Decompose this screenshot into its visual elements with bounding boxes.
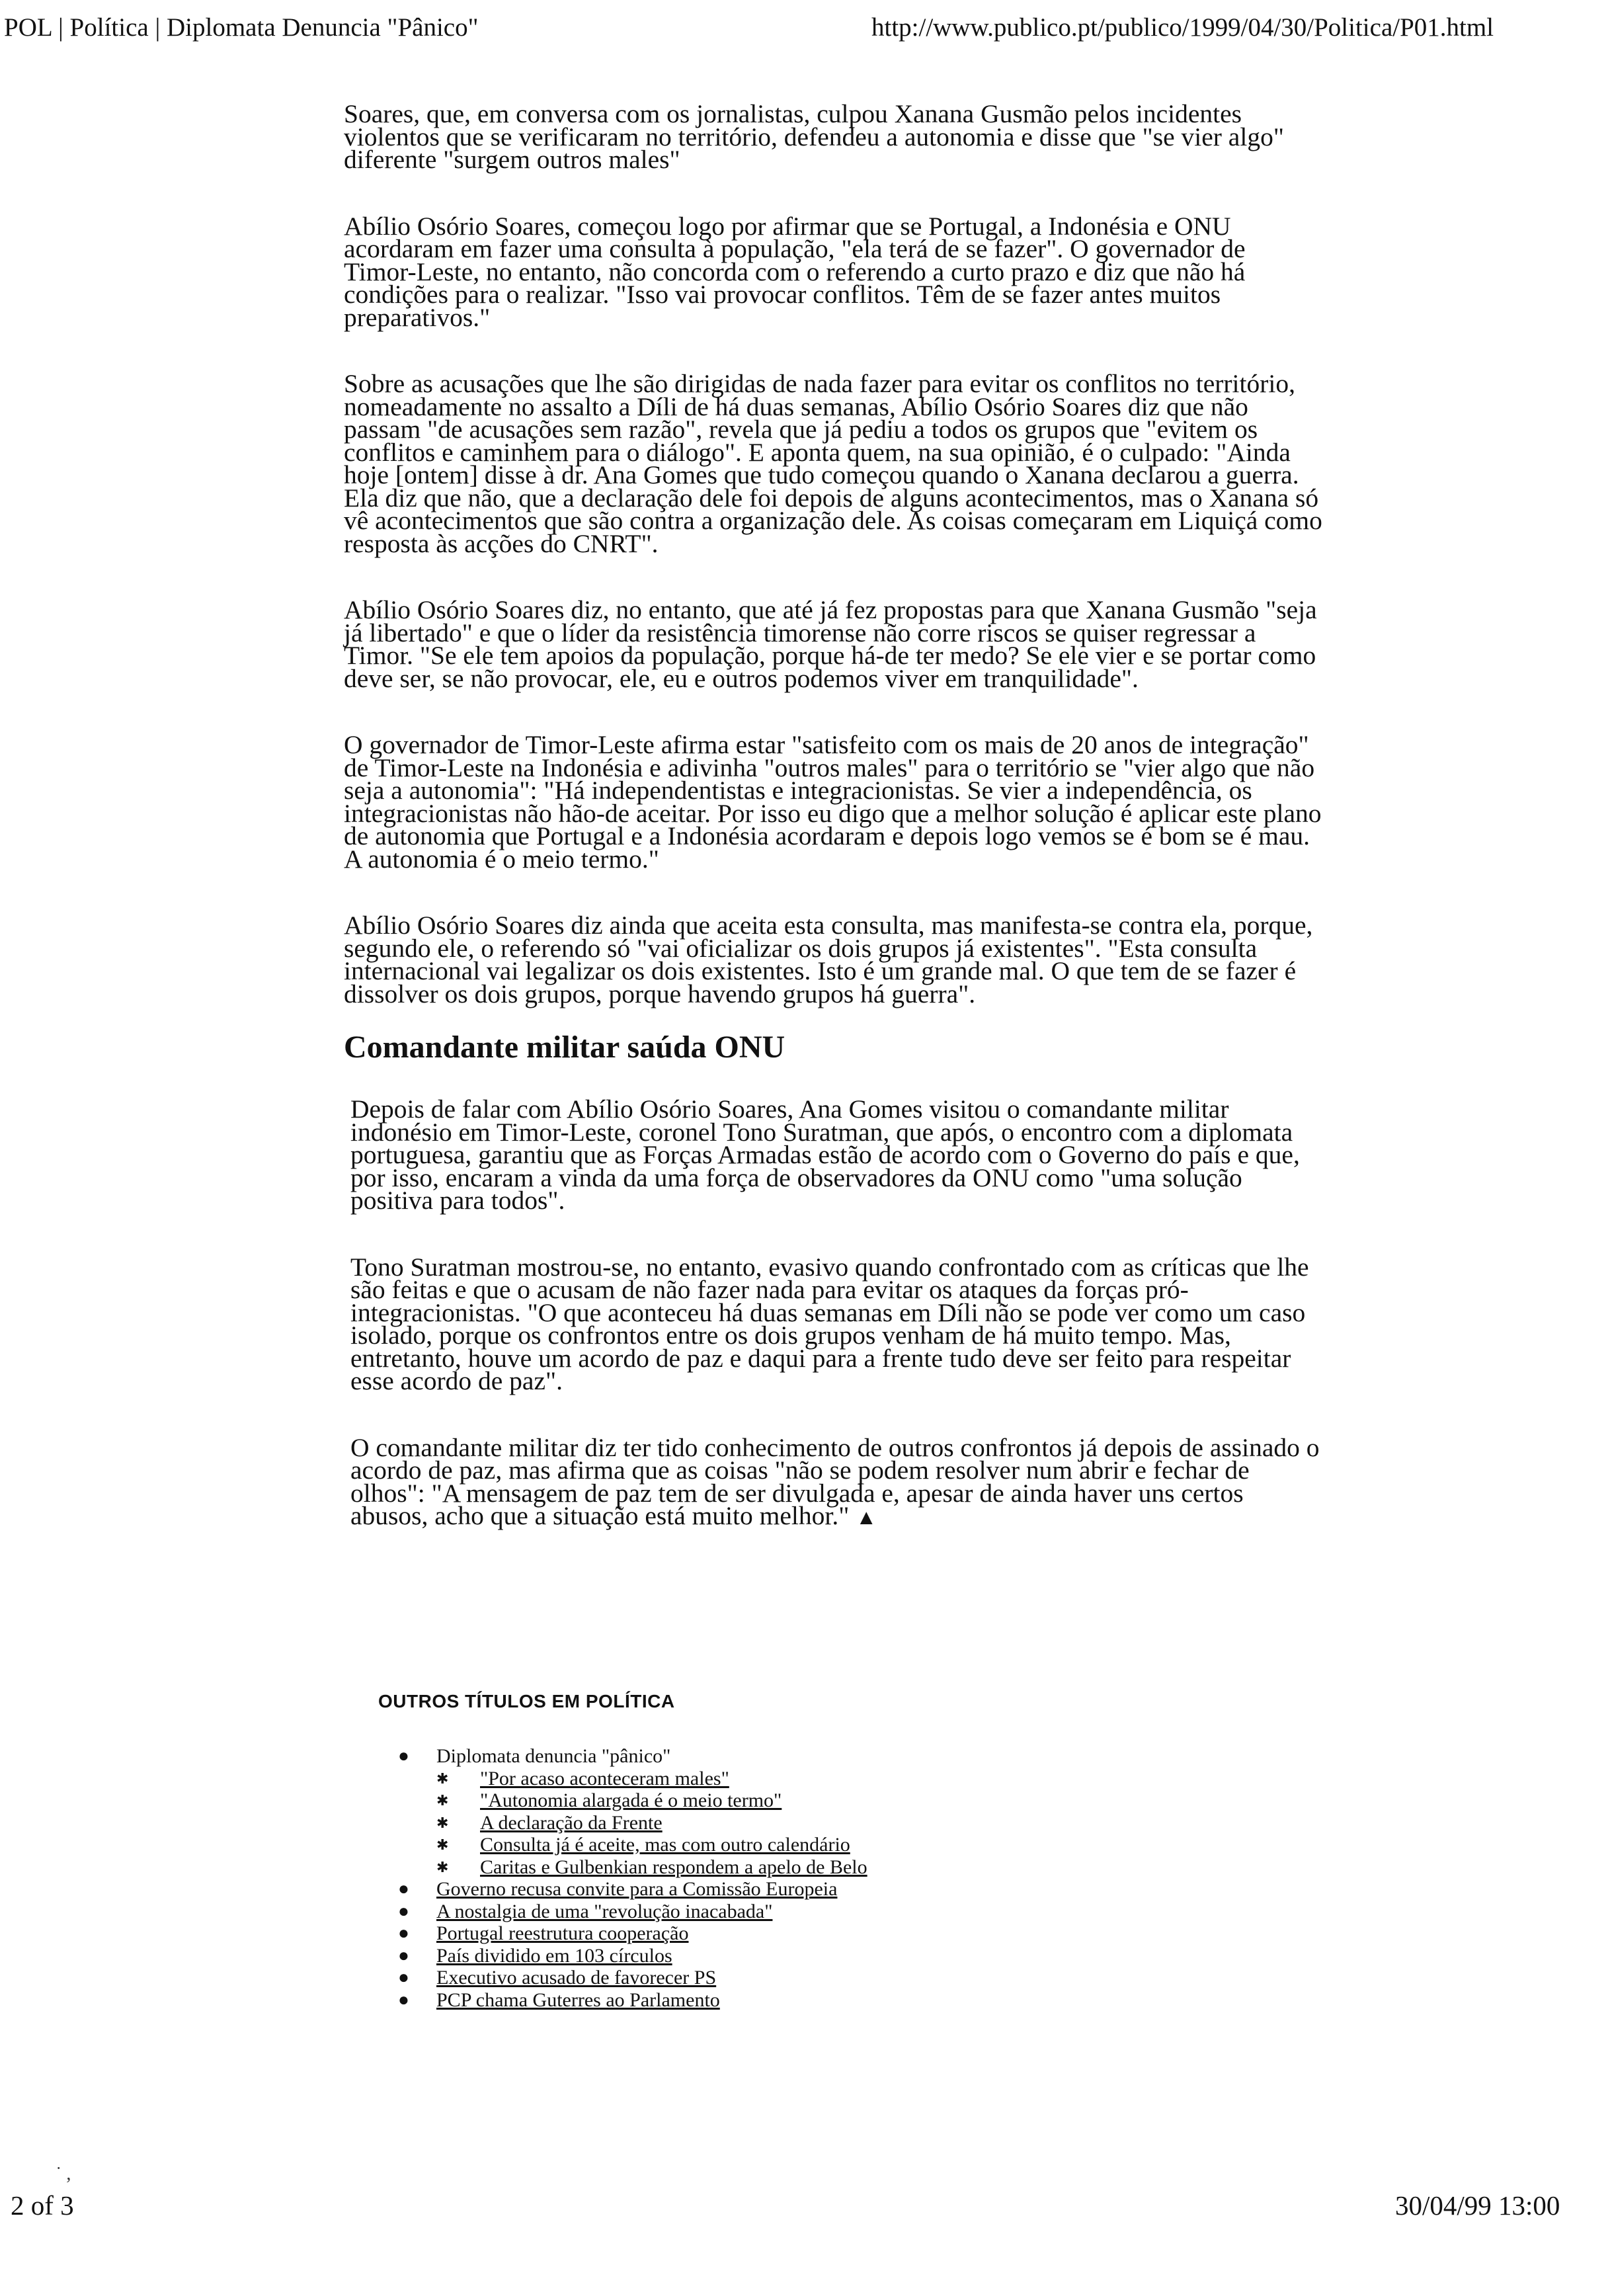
related-link[interactable]: Portugal reestrutura cooperação: [436, 1922, 689, 1944]
list-item: [378, 1989, 1238, 2012]
related-link[interactable]: "Autonomia alargada é o meio termo": [480, 1789, 782, 1811]
article-paragraph: Depois de falar com Abílio Osório Soares, Ana Gomes visitou o comandante militar indonésio em Timor-Leste, coronel Tono Suratman, que após, o encontro com a diplomata portuguesa, garantiu que as Forças Armadas estão de acordo com o Governo do país e que, por isso, encaram a vinda da uma força de observadores da ONU como "uma solução positiva para todos".: [350, 1094, 1300, 1215]
related-titles-heading: OUTROS TÍTULOS EM POLÍTICA: [378, 1691, 675, 1711]
bullet-icon: ●: [398, 1945, 409, 1966]
related-link[interactable]: A nostalgia de uma "revolução inacabada": [436, 1900, 773, 1922]
article-paragraph-text: O comandante militar diz ter tido conhecimento de outros confrontos já depois de assinado o acordo de paz, mas afirma que as coisas "não se podem resolver num abrir e fechar de olhos": "A mensagem de paz tem de ser divulgada e, apesar de ainda haver uns certos abusos, acho que a situação está muito melhor.": [350, 1432, 1320, 1530]
asterisk-icon: ✱: [436, 1814, 449, 1831]
bullet-icon: ●: [398, 1901, 409, 1922]
article-paragraph: Sobre as acusações que lhe são dirigidas de nada fazer para evitar os conflitos no território, nomeadamente no assalto a Díli de há duas semanas, Abílio Osório Soares diz que não passam "de acusações sem razão", revela que já pediu a todos os grupos que "evitem os conflitos e caminhem para o diálogo". E aponta quem, na sua opinião, é o culpado: "Ainda hoje [ontem] disse à dr. Ana Gomes que tudo começou quando o Xanana declarou a guerra. Ela diz que não, que a declaração dele foi depois de alguns acontecimentos, mas o Xanana só vê acontecimentos que são contra a organização dele. As coisas começaram em Liquiçá como resposta às acções do CNRT".: [344, 369, 1322, 558]
related-link[interactable]: Governo recusa convite para a Comissão Europeia: [436, 1878, 838, 1900]
related-titles-section: [378, 1691, 1238, 2011]
page-counter: 2 of 3: [11, 2190, 74, 2221]
page-header-title: POL | Política | Diplomata Denuncia "Pânico": [4, 13, 479, 42]
list-item: [378, 1945, 1238, 1967]
list-item: [436, 1768, 1238, 1790]
list-item: [378, 1901, 1238, 1923]
article-body: [344, 99, 1322, 1573]
article-paragraph: Abílio Osório Soares diz ainda que aceita esta consulta, mas manifesta-se contra ela, porque, segundo ele, o referendo só "vai oficializar os dois grupos já existentes". "Esta consulta internacional vai legalizar os dois existentes. Isto é um grande mal. O que tem de se fazer é dissolver os dois grupos, porque havendo grupos há guerra".: [344, 911, 1313, 1008]
bullet-icon: ●: [398, 1746, 409, 1766]
list-item: [436, 1834, 1238, 1856]
related-link[interactable]: A declaração da Frente: [480, 1811, 663, 1834]
bullet-icon: ●: [398, 1989, 409, 2010]
bullet-icon: ●: [398, 1879, 409, 1899]
related-link[interactable]: PCP chama Guterres ao Parlamento: [436, 1988, 720, 2011]
list-item: [378, 1967, 1238, 1989]
scan-artifact: ˙ ,: [56, 2164, 71, 2184]
asterisk-icon: ✱: [436, 1858, 449, 1875]
article-paragraph: Soares, que, em conversa com os jornalistas, culpou Xanana Gusmão pelos incidentes violentos que se verificaram no território, defendeu a autonomia e disse que "se vier algo" diferente "surgem outros males": [344, 99, 1284, 174]
print-timestamp: 30/04/99 13:00: [1395, 2190, 1560, 2221]
list-item: [436, 1812, 1238, 1834]
section-subheading: Comandante militar saúda ONU: [344, 1030, 785, 1065]
end-of-article-icon: ▲: [856, 1505, 877, 1529]
asterisk-icon: ✱: [436, 1792, 449, 1809]
article-paragraph: O governador de Timor-Leste afirma estar "satisfeito com os mais de 20 anos de integração" de Timor-Leste na Indonésia e adivinha "outros males" para o território se "vier algo que não seja a autonomia": "Há independentistas e integracionistas. Se vier a independência, os integracionistas não hão-de aceitar. Por isso eu digo que a melhor solução é aplicar este plano de autonomia que Portugal e a Indonésia acordaram e depois logo vemos se é bom se é mau. A autonomia é o meio termo.": [344, 730, 1322, 874]
related-link[interactable]: Caritas e Gulbenkian respondem a apelo de Belo: [480, 1856, 867, 1878]
current-article-title: Diplomata denuncia "pânico": [436, 1745, 671, 1767]
page-header-url: http://www.publico.pt/publico/1999/04/30/Politica/P01.html: [871, 13, 1494, 42]
list-item: [378, 1745, 1238, 1878]
list-item: [378, 1922, 1238, 1945]
list-item: [436, 1789, 1238, 1812]
list-item: [378, 1878, 1238, 1901]
article-paragraph: [350, 1432, 1322, 1530]
related-link[interactable]: "Por acaso aconteceram males": [480, 1767, 729, 1789]
article-paragraph: Abílio Osório Soares diz, no entanto, que até já fez propostas para que Xanana Gusmão "seja já libertado" e que o líder da resistência timorense não corre riscos se quiser regressar a Timor. "Se ele tem apoios da população, porque há-de ter medo? Se ele vier e se portar como deve ser, se não provocar, ele, eu e outros podemos viver em tranquilidade".: [344, 595, 1317, 693]
related-link[interactable]: Consulta já é aceite, mas com outro calendário: [480, 1834, 850, 1856]
article-paragraph: Abílio Osório Soares, começou logo por afirmar que se Portugal, a Indonésia e ONU acordaram em fazer uma consulta à população, "ela terá de se fazer". O governador de Timor-Leste, no entanto, não concorda com o referendo a curto prazo e diz que não há condições para o realizar. "Isso vai provocar conflitos. Têm de se fazer antes muitos preparativos.": [344, 211, 1246, 332]
asterisk-icon: ✱: [436, 1770, 449, 1787]
asterisk-icon: ✱: [436, 1836, 449, 1853]
bullet-icon: ●: [398, 1923, 409, 1944]
bullet-icon: ●: [398, 1967, 409, 1988]
list-item: [436, 1856, 1238, 1879]
related-titles-list: [378, 1745, 1238, 2011]
related-sub-links: [436, 1768, 1238, 1879]
article-paragraph: Tono Suratman mostrou-se, no entanto, evasivo quando confrontado com as críticas que lhe são feitas e que o acusam de não fazer nada para evitar os ataques da forças pró-integracionistas. "O que aconteceu há duas semanas em Díli não se pode ver como um caso isolado, porque os confrontos entre os dois grupos venham de há muito tempo. Mas, entretanto, houve um acordo de paz e daqui para a frente tudo deve ser feito para respeitar esse acordo de paz".: [350, 1252, 1309, 1395]
related-link[interactable]: Executivo acusado de favorecer PS: [436, 1967, 717, 1988]
related-link[interactable]: País dividido em 103 círculos: [436, 1944, 672, 1967]
